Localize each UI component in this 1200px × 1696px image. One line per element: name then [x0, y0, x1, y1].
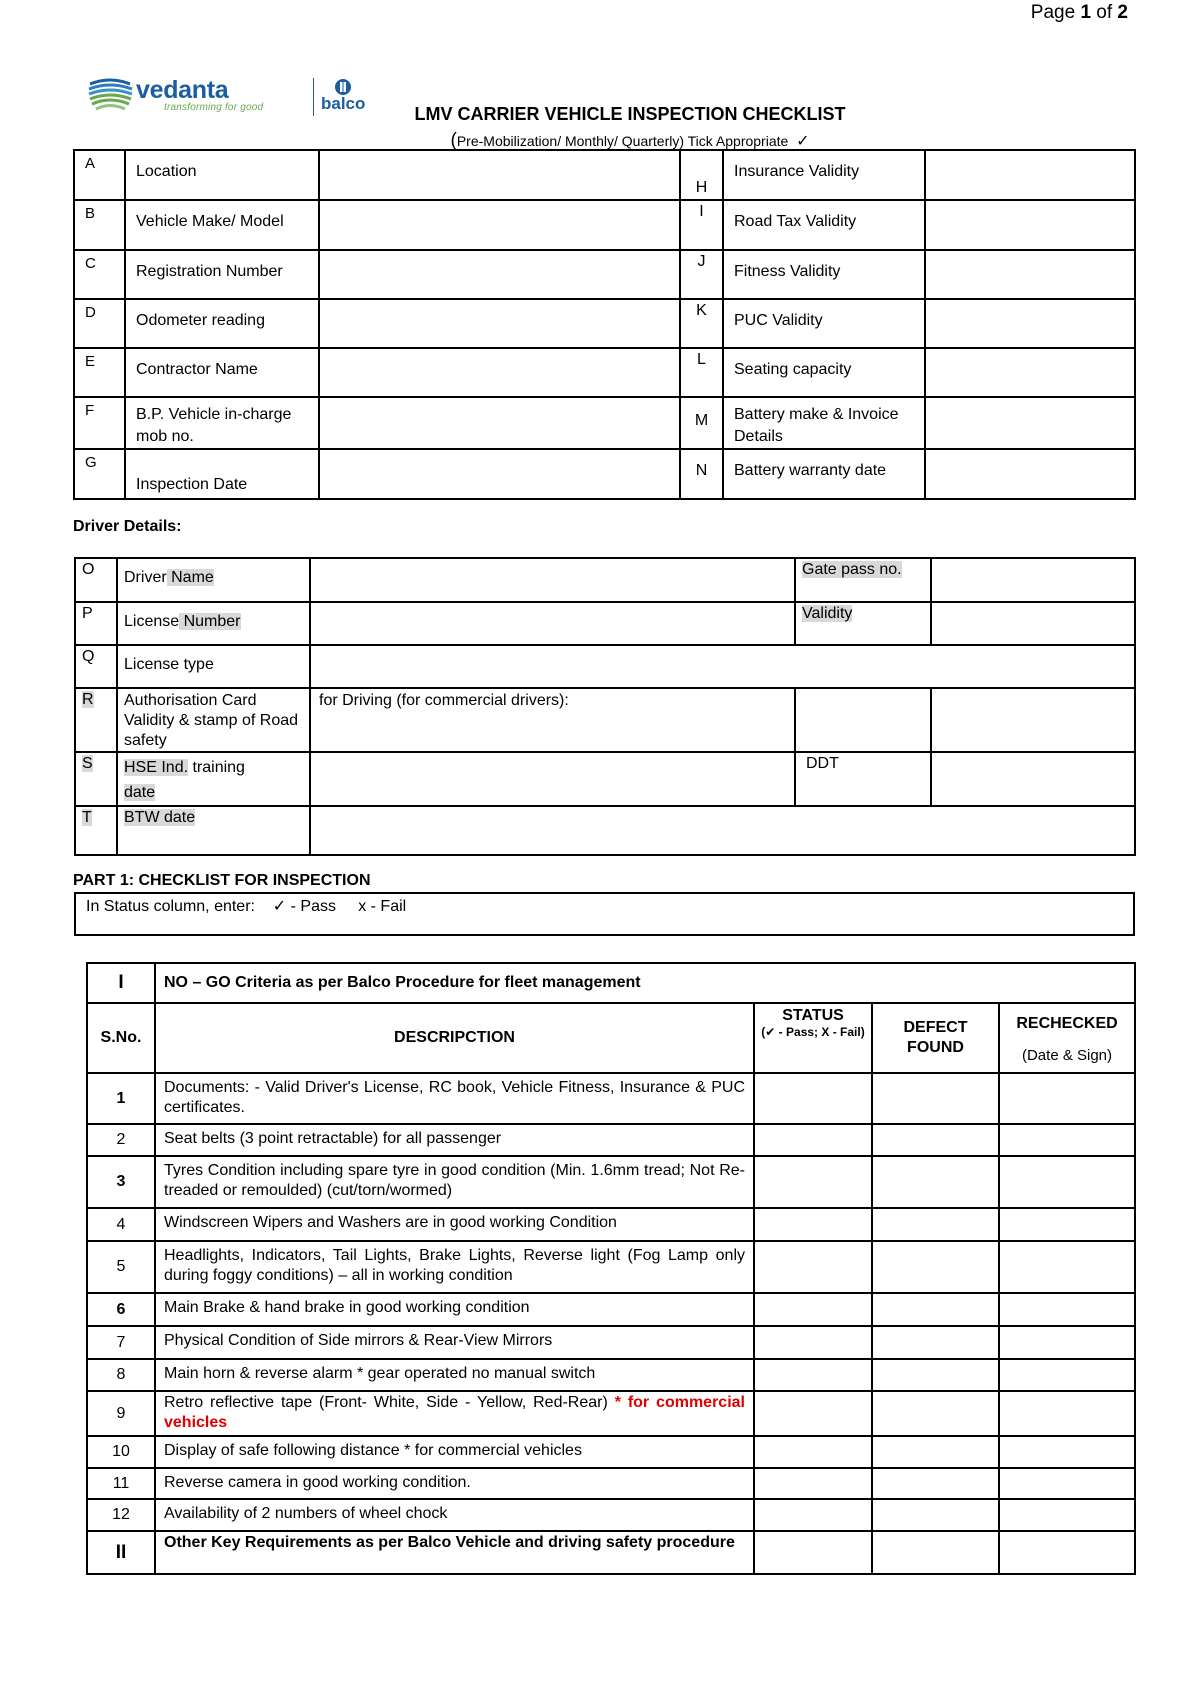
- driver-row: [75, 558, 1135, 602]
- row-description: Windscreen Wipers and Washers are in good working Condition: [155, 1208, 754, 1241]
- row-code: C: [74, 250, 125, 299]
- row-description: Tyres Condition including spare tyre in good condition (Min. 1.6mm tread; Not Re-treaded or remoulded) (cut/torn/wormed): [155, 1156, 754, 1208]
- row-label: Contractor Name: [125, 348, 319, 397]
- value-field[interactable]: [319, 348, 680, 397]
- defect-cell[interactable]: [872, 1208, 999, 1241]
- rechecked-cell[interactable]: [999, 1391, 1135, 1436]
- value-field[interactable]: [319, 397, 680, 449]
- inspection-checklist-table: [86, 962, 1136, 1575]
- defect-cell[interactable]: [872, 1436, 999, 1468]
- checklist-row: [87, 1326, 1135, 1359]
- defect-cell[interactable]: [872, 1359, 999, 1391]
- validity-field[interactable]: [931, 602, 1135, 645]
- row-code: B: [74, 200, 125, 250]
- row-code: L: [680, 348, 723, 397]
- row-number: 6: [87, 1293, 155, 1326]
- row-code: O: [75, 558, 117, 602]
- row-number: 11: [87, 1468, 155, 1499]
- status-cell[interactable]: [754, 1359, 872, 1391]
- value-field[interactable]: [925, 299, 1135, 348]
- defect-cell[interactable]: [872, 1073, 999, 1124]
- value-field[interactable]: [925, 200, 1135, 250]
- value-field[interactable]: [925, 348, 1135, 397]
- ddt-field[interactable]: [931, 752, 1135, 806]
- vedanta-wordmark: vedanta: [136, 76, 229, 104]
- rechecked-cell[interactable]: [999, 1359, 1135, 1391]
- driver-row: [75, 806, 1135, 855]
- value-field[interactable]: [925, 150, 1135, 200]
- row-number: 4: [87, 1208, 155, 1241]
- driver-row: [75, 752, 1135, 806]
- row-label: PUC Validity: [723, 299, 925, 348]
- row-code: S: [75, 752, 117, 806]
- rechecked-header: RECHECKED (Date & Sign): [999, 1003, 1135, 1073]
- rechecked-cell[interactable]: [999, 1436, 1135, 1468]
- checklist-row: [87, 1391, 1135, 1436]
- vehicle-row: [74, 200, 1135, 250]
- driver-name-field[interactable]: [310, 558, 795, 602]
- row-description: Seat belts (3 point retractable) for all passenger: [155, 1124, 754, 1156]
- checklist-row: [87, 1436, 1135, 1468]
- row-label: Fitness Validity: [723, 250, 925, 299]
- status-cell[interactable]: [754, 1208, 872, 1241]
- driver-row: [75, 645, 1135, 688]
- row-code: K: [680, 299, 723, 348]
- value-field[interactable]: [319, 299, 680, 348]
- row-number: 9: [87, 1391, 155, 1436]
- driver-details-table: [74, 557, 1136, 856]
- vehicle-row: [74, 348, 1135, 397]
- license-number-field[interactable]: [310, 602, 795, 645]
- checklist-row: [87, 1468, 1135, 1499]
- value-field[interactable]: [319, 150, 680, 200]
- vedanta-tagline: transforming for good: [164, 102, 264, 113]
- tick-icon: ✓: [796, 133, 810, 150]
- rechecked-cell[interactable]: [999, 1531, 1135, 1574]
- row-label: License Number: [117, 602, 310, 645]
- status-cell[interactable]: [754, 1124, 872, 1156]
- row-description: Display of safe following distance * for commercial vehicles: [155, 1436, 754, 1468]
- form-title: LMV CARRIER VEHICLE INSPECTION CHECKLIST: [414, 104, 846, 124]
- row-number: 2: [87, 1124, 155, 1156]
- section-header: [87, 963, 1135, 1003]
- row-code: J: [680, 250, 723, 299]
- defect-cell[interactable]: [872, 1499, 999, 1531]
- part1-heading: PART 1: CHECKLIST FOR INSPECTION: [73, 872, 371, 889]
- section-title: NO – GO Criteria as per Balco Procedure for fleet management: [155, 963, 1135, 1003]
- hse-training-field[interactable]: [310, 752, 795, 806]
- row-label: Driver Name: [117, 558, 310, 602]
- row-number: 12: [87, 1499, 155, 1531]
- status-cell[interactable]: [754, 1436, 872, 1468]
- driver-details-heading: Driver Details:: [73, 518, 182, 535]
- defect-cell[interactable]: [872, 1326, 999, 1359]
- checklist-row: [87, 1241, 1135, 1293]
- rechecked-cell[interactable]: [999, 1156, 1135, 1208]
- vehicle-row: [74, 299, 1135, 348]
- row-number: 8: [87, 1359, 155, 1391]
- row-code: E: [74, 348, 125, 397]
- status-cell[interactable]: [754, 1391, 872, 1436]
- row-description: Retro reflective tape (Front- White, Side - Yellow, Red-Rear) * for commercial vehicles: [155, 1391, 754, 1436]
- row-number: 7: [87, 1326, 155, 1359]
- row-description: Headlights, Indicators, Tail Lights, Brake Lights, Reverse light (Fog Lamp only during foggy conditions) – all in working condition: [155, 1241, 754, 1293]
- row-label: Seating capacity: [723, 348, 925, 397]
- value-field[interactable]: [319, 449, 680, 499]
- value-field[interactable]: [925, 397, 1135, 449]
- row-label: Authorisation Card Validity & stamp of Road safety: [117, 688, 310, 752]
- status-cell[interactable]: [754, 1531, 872, 1574]
- row-label: Odometer reading: [125, 299, 319, 348]
- commercial-note: * for commercial vehicles: [164, 1394, 745, 1431]
- status-note: In Status column, enter: ✓ - Pass x - Fail: [74, 892, 1135, 936]
- row-label: Battery make & Invoice Details: [723, 397, 925, 449]
- rechecked-cell[interactable]: [999, 1208, 1135, 1241]
- row-code: F: [74, 397, 125, 449]
- row-label: DDT: [795, 752, 931, 806]
- row-code: D: [74, 299, 125, 348]
- sno-header: S.No.: [87, 1003, 155, 1073]
- license-type-field[interactable]: [310, 645, 1135, 688]
- rechecked-cell[interactable]: [999, 1499, 1135, 1531]
- defect-cell[interactable]: [872, 1468, 999, 1499]
- authorisation-extra-field[interactable]: [795, 688, 931, 752]
- row-description: Documents: - Valid Driver's License, RC book, Vehicle Fitness, Insurance & PUC certificates.: [155, 1073, 754, 1124]
- driver-row: [75, 688, 1135, 752]
- vehicle-row: [74, 250, 1135, 299]
- status-cell[interactable]: [754, 1241, 872, 1293]
- row-label: Validity: [795, 602, 931, 645]
- vehicle-row: [74, 150, 1135, 200]
- row-code: G: [74, 449, 125, 499]
- status-header: STATUS (✔ - Pass; X - Fail): [754, 1003, 872, 1073]
- row-description: Availability of 2 numbers of wheel chock: [155, 1499, 754, 1531]
- checklist-row: [87, 1073, 1135, 1124]
- row-label: Road Tax Validity: [723, 200, 925, 250]
- row-label: Inspection Date: [125, 449, 319, 499]
- checklist-row: [87, 1156, 1135, 1208]
- driver-row: [75, 602, 1135, 645]
- defect-cell[interactable]: [872, 1391, 999, 1436]
- row-description: Main Brake & hand brake in good working condition: [155, 1293, 754, 1326]
- row-code: N: [680, 449, 723, 499]
- status-cell[interactable]: [754, 1468, 872, 1499]
- section-number: II: [87, 1531, 155, 1574]
- row-label: Insurance Validity: [723, 150, 925, 200]
- row-code: T: [75, 806, 117, 855]
- status-cell[interactable]: [754, 1499, 872, 1531]
- row-code: M: [680, 397, 723, 449]
- authorisation-field[interactable]: for Driving (for commercial drivers):: [310, 688, 795, 752]
- tick-icon: ✓: [272, 898, 287, 915]
- row-number: 3: [87, 1156, 155, 1208]
- status-cell[interactable]: [754, 1156, 872, 1208]
- rechecked-cell[interactable]: [999, 1293, 1135, 1326]
- row-label: Registration Number: [125, 250, 319, 299]
- row-code: H: [680, 150, 723, 200]
- defect-cell[interactable]: [872, 1241, 999, 1293]
- defect-cell[interactable]: [872, 1156, 999, 1208]
- form-subtitle: (Pre-Mobilization/ Monthly/ Quarterly) Tick Appropriate ✓: [450, 130, 810, 151]
- row-code: A: [74, 150, 125, 200]
- checklist-row: [87, 1499, 1135, 1531]
- row-number: 5: [87, 1241, 155, 1293]
- value-field[interactable]: [925, 449, 1135, 499]
- defect-cell[interactable]: [872, 1293, 999, 1326]
- row-code: Q: [75, 645, 117, 688]
- rechecked-cell[interactable]: [999, 1073, 1135, 1124]
- checklist-row: [87, 1208, 1135, 1241]
- row-description: Reverse camera in good working condition.: [155, 1468, 754, 1499]
- gate-pass-field[interactable]: [931, 558, 1135, 602]
- row-label: Vehicle Make/ Model: [125, 200, 319, 250]
- rechecked-cell[interactable]: [999, 1468, 1135, 1499]
- row-number: 1: [87, 1073, 155, 1124]
- row-code: R: [75, 688, 117, 752]
- row-label: Location: [125, 150, 319, 200]
- status-cell[interactable]: [754, 1073, 872, 1124]
- row-code: P: [75, 602, 117, 645]
- row-label: Battery warranty date: [723, 449, 925, 499]
- checklist-row: [87, 1124, 1135, 1156]
- row-description: Physical Condition of Side mirrors & Rear-View Mirrors: [155, 1326, 754, 1359]
- row-label: HSE Ind. training date: [117, 752, 310, 806]
- rechecked-cell[interactable]: [999, 1124, 1135, 1156]
- status-cell[interactable]: [754, 1326, 872, 1359]
- value-field[interactable]: [319, 200, 680, 250]
- authorisation-extra-field[interactable]: [931, 688, 1135, 752]
- balco-wordmark: balco: [321, 94, 366, 113]
- section-number: I: [87, 963, 155, 1003]
- defect-cell[interactable]: [872, 1124, 999, 1156]
- rechecked-cell[interactable]: [999, 1326, 1135, 1359]
- section-header: [87, 1531, 1135, 1574]
- vehicle-row: [74, 397, 1135, 449]
- row-label: B.P. Vehicle in-charge mob no.: [125, 397, 319, 449]
- column-headers: [87, 1003, 1135, 1073]
- value-field[interactable]: [319, 250, 680, 299]
- defect-header: DEFECT FOUND: [872, 1003, 999, 1073]
- status-cell[interactable]: [754, 1293, 872, 1326]
- row-label: Gate pass no.: [795, 558, 931, 602]
- row-label: BTW date: [117, 806, 310, 855]
- section-title: Other Key Requirements as per Balco Vehicle and driving safety procedure: [155, 1531, 754, 1574]
- row-number: 10: [87, 1436, 155, 1468]
- page-number: Page 1 of 2: [1030, 2, 1128, 23]
- vehicle-details-table: [73, 149, 1136, 500]
- btw-date-field[interactable]: [310, 806, 1135, 855]
- checklist-row: [87, 1293, 1135, 1326]
- rechecked-cell[interactable]: [999, 1241, 1135, 1293]
- row-description: Main horn & reverse alarm * gear operated no manual switch: [155, 1359, 754, 1391]
- checklist-row: [87, 1359, 1135, 1391]
- value-field[interactable]: [925, 250, 1135, 299]
- defect-cell[interactable]: [872, 1531, 999, 1574]
- row-label: License type: [117, 645, 310, 688]
- vehicle-row: [74, 449, 1135, 499]
- row-code: I: [680, 200, 723, 250]
- description-header: DESCRIPCTION: [155, 1003, 754, 1073]
